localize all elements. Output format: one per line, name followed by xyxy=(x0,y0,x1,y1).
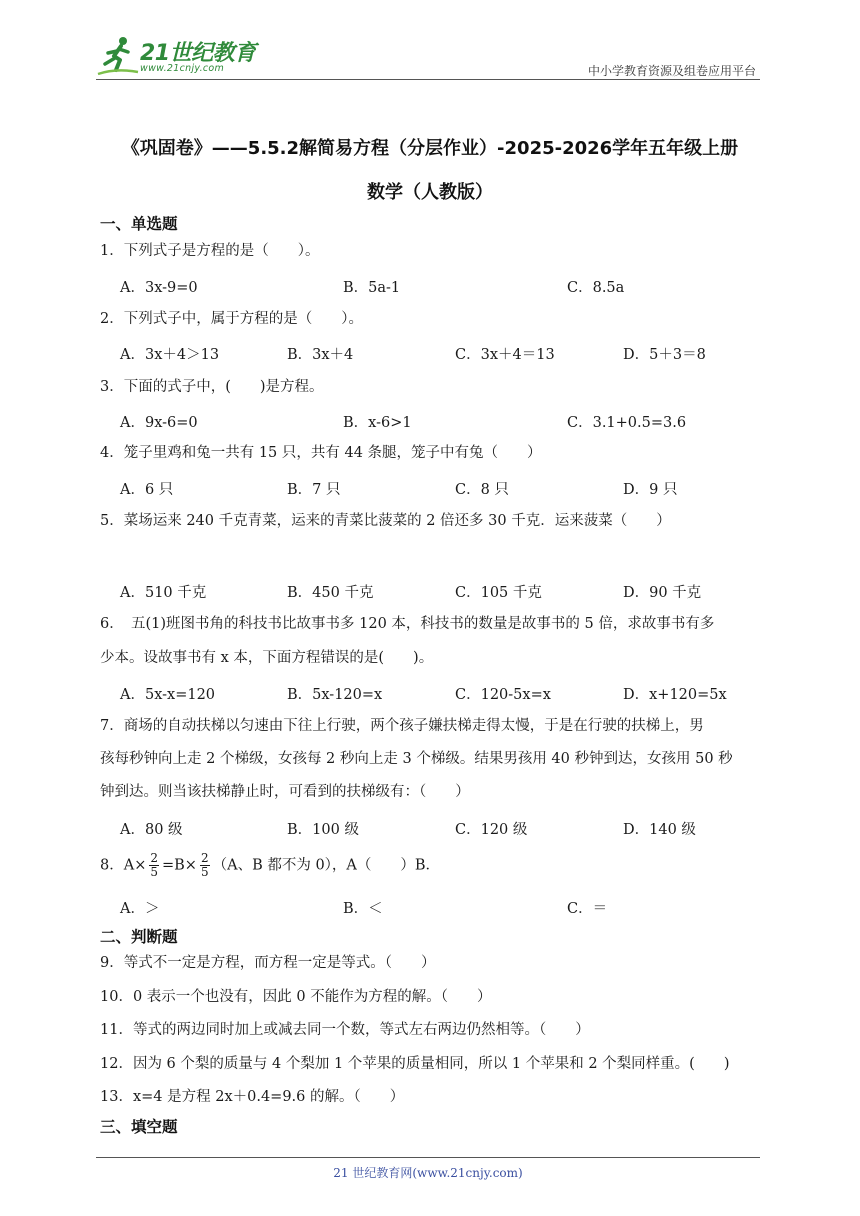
q7-option-a: A．80 级 xyxy=(120,822,183,838)
q2-option-b: B．3x＋4 xyxy=(287,347,354,363)
q8-middle: =B× xyxy=(162,857,197,874)
document-title-line-2: 数学（人教版） xyxy=(367,182,493,203)
q2-option-a: A．3x＋4＞13 xyxy=(120,347,220,363)
q8-fraction-1-numerator: 2 xyxy=(150,851,158,865)
q5-option-d: D．90 千克 xyxy=(623,585,702,601)
question-7-line-1: 7．商场的自动扶梯以匀速由下往上行驶，两个孩子嫌扶梯走得太慢，于是在行驶的扶梯上，男 xyxy=(100,718,704,734)
q6-option-c: C．120-5x=x xyxy=(455,687,551,703)
document-title-line-1: 《巩固卷》——5.5.2解简易方程（分层作业）-2025-2026学年五年级上册 xyxy=(121,138,739,159)
section-heading-single-choice: 一、单选题 xyxy=(100,215,178,233)
q4-option-b: B．7 只 xyxy=(287,482,341,498)
q1-option-c: C．8.5a xyxy=(567,280,625,296)
q4-option-c: C．8 只 xyxy=(455,482,509,498)
q7-option-d: D．140 级 xyxy=(623,822,696,838)
question-10: 10．0 表示一个也没有，因此 0 不能作为方程的解。（ ） xyxy=(100,989,492,1005)
q8-option-a: A．＞ xyxy=(120,901,160,917)
question-7-line-3: 钟到达。则当该扶梯静止时，可看到的扶梯级有：（ ） xyxy=(100,784,470,800)
question-11: 11．等式的两边同时加上或减去同一个数，等式左右两边仍然相等。（ ） xyxy=(100,1022,590,1038)
q6-option-b: B．5x-120=x xyxy=(287,687,383,703)
q3-option-a: A．9x-6=0 xyxy=(120,415,198,431)
question-6-line-1: 6． 五(1)班图书角的科技书比故事书多 120 本，科技书的数量是故事书的 5 倍，求故事书有多 xyxy=(100,616,715,632)
q8-fraction-2-numerator: 2 xyxy=(200,851,209,865)
q2-option-d: D．5＋3＝8 xyxy=(623,347,706,363)
logo-text: 21世纪教育 xyxy=(140,41,256,66)
logo-url: www.21cnjy.com xyxy=(140,63,225,74)
question-8 xyxy=(100,852,760,879)
header-platform-label: 中小学教育资源及组卷应用平台 xyxy=(587,64,756,78)
q1-option-b: B．5a-1 xyxy=(343,280,401,296)
q3-option-b: B．x-6>1 xyxy=(343,415,412,431)
q6-option-a: A．5x-x=120 xyxy=(120,687,216,703)
q8-fraction-2 xyxy=(200,852,210,879)
question-12: 12．因为 6 个梨的质量与 4 个梨加 1 个苹果的质量相同，所以 1 个苹果和 2 个梨同样重。( ) xyxy=(100,1056,730,1072)
runner-icon xyxy=(96,34,140,78)
question-3: 3．下面的式子中，( )是方程。 xyxy=(100,379,324,395)
section-heading-true-false: 二、判断题 xyxy=(100,928,178,946)
q8-option-b: B．＜ xyxy=(343,901,383,917)
question-2: 2．下列式子中，属于方程的是（ ）。 xyxy=(100,311,363,327)
q3-option-c: C．3.1+0.5=3.6 xyxy=(567,415,687,431)
question-5: 5．菜场运来 240 千克青菜，运来的青菜比菠菜的 2 倍还多 30 千克．运来菠菜（ ） xyxy=(100,513,671,529)
q8-prefix: 8．A× xyxy=(100,857,147,874)
q5-option-c: C．105 千克 xyxy=(455,585,542,601)
section-heading-fill-blank: 三、填空题 xyxy=(100,1118,178,1136)
q2-option-c: C．3x＋4＝13 xyxy=(455,347,555,363)
q8-option-c: C．＝ xyxy=(567,901,608,917)
question-4: 4．笼子里鸡和兔一共有 15 只，共有 44 条腿，笼子中有兔（ ） xyxy=(100,445,542,461)
question-7-line-2: 孩每秒钟向上走 2 个梯级，女孩每 2 秒向上走 3 个梯级。结果男孩用 40 秒钟到达，女孩用 50 秒 xyxy=(100,751,733,767)
q8-suffix: （A、B 都不为 0），A（ ）B． xyxy=(212,857,441,874)
q8-fraction-1-denominator: 5 xyxy=(150,865,158,879)
footer-divider xyxy=(96,1157,760,1158)
q4-option-a: A．6 只 xyxy=(120,482,174,498)
question-1: 1．下列式子是方程的是（ ）。 xyxy=(100,243,320,259)
q1-option-a: A．3x-9=0 xyxy=(120,280,198,296)
q8-fraction-2-denominator: 5 xyxy=(200,865,209,879)
q5-option-b: B．450 千克 xyxy=(287,585,374,601)
q4-option-d: D．9 只 xyxy=(623,482,678,498)
q6-option-d: D．x+120=5x xyxy=(623,687,727,703)
question-9: 9．等式不一定是方程，而方程一定是等式。（ ） xyxy=(100,955,436,971)
q7-option-c: C．120 级 xyxy=(455,822,528,838)
brand-logo xyxy=(96,34,266,78)
q5-option-a: A．510 千克 xyxy=(120,585,207,601)
page-header xyxy=(96,34,760,80)
question-6-line-2: 少本。设故事书有 x 本，下面方程错误的是( )。 xyxy=(100,650,434,666)
q7-option-b: B．100 级 xyxy=(287,822,359,838)
page-footer: 21 世纪教育网(www.21cnjy.com) xyxy=(333,1166,523,1180)
q8-fraction-1 xyxy=(149,852,159,879)
header-divider xyxy=(96,79,760,80)
question-13: 13．x=4 是方程 2x＋0.4=9.6 的解。（ ） xyxy=(100,1089,405,1105)
